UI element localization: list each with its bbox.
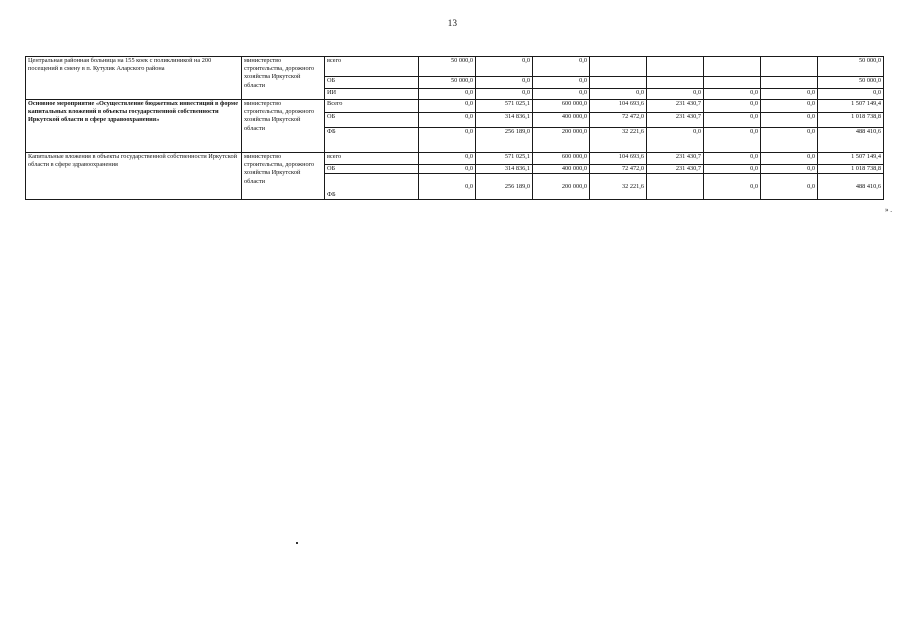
cell-value: 0,0 [419,174,476,200]
cell-value: 314 836,1 [476,165,533,174]
cell-value [590,77,647,89]
cell-value: 50 000,0 [419,77,476,89]
table-row [26,100,884,113]
cell-value: 256 189,0 [476,128,533,153]
source-label: ИИ [325,89,419,100]
cell-value: 0,0 [476,57,533,77]
cell-value: 50 000,0 [818,77,884,89]
cell-value [761,57,818,77]
cell-value: 50 000,0 [419,57,476,77]
cell-value: 0,0 [533,57,590,77]
cell-value: 0,0 [761,113,818,128]
row-description: Центральная районная больница на 155 коек с поликлиникой на 200 посещений в смену в п. Кутулик Аларского района [26,57,242,100]
row-agency: министерство строительства, дорожного хозяйства Иркутской области [242,100,325,153]
cell-value: 0,0 [647,128,704,153]
cell-value: 104 693,6 [590,100,647,113]
cell-value: 0,0 [476,89,533,100]
source-label: Всего [325,100,419,113]
cell-value: 0,0 [704,100,761,113]
cell-value: 0,0 [590,89,647,100]
cell-value: 571 025,1 [476,100,533,113]
budget-table [25,56,884,200]
cell-value: 0,0 [761,174,818,200]
source-label: ФБ [325,174,419,200]
cell-value: 256 189,0 [476,174,533,200]
cell-value [761,77,818,89]
table-row [26,153,884,165]
cell-value: 0,0 [761,89,818,100]
cell-value [647,77,704,89]
source-label: ОБ [325,165,419,174]
cell-value: 0,0 [533,77,590,89]
cell-value: 0,0 [704,113,761,128]
scan-speck [296,542,298,544]
cell-value: 0,0 [476,77,533,89]
cell-value: 0,0 [704,174,761,200]
cell-value: 0,0 [419,153,476,165]
cell-value: 0,0 [704,89,761,100]
source-label: ФБ [325,128,419,153]
cell-value: 32 221,6 [590,128,647,153]
cell-value: 314 836,1 [476,113,533,128]
cell-value: 400 000,0 [533,165,590,174]
cell-value: 1 507 149,4 [818,153,884,165]
cell-value: 0,0 [419,128,476,153]
cell-value: 0,0 [419,89,476,100]
row-agency: министерство строительства, дорожного хозяйства Иркутской области [242,153,325,200]
cell-value: 104 693,6 [590,153,647,165]
cell-value [590,57,647,77]
row-agency: министерство строительства, дорожного хозяйства Иркутской области [242,57,325,100]
cell-value [704,77,761,89]
cell-value: 0,0 [761,153,818,165]
cell-value: 32 221,6 [590,174,647,200]
cell-value [704,57,761,77]
page-number: 13 [447,18,458,28]
cell-value: 488 410,6 [818,174,884,200]
cell-value [647,57,704,77]
source-label: всего [325,57,419,77]
row-description: Основное мероприятие «Осуществление бюджетных инвестиций в форме капитальных вложений в объекты государственной собственности Иркутской области в сфере здравоохранения» [26,100,242,153]
cell-value: 488 410,6 [818,128,884,153]
closing-quote-mark: » . [885,206,892,214]
row-description: Капитальные вложения в объекты государственной собственности Иркутской области в сфере здравоохранения [26,153,242,200]
source-label: всего [325,153,419,165]
cell-value: 600 000,0 [533,100,590,113]
cell-value: 0,0 [704,153,761,165]
cell-value: 1 018 738,8 [818,113,884,128]
cell-value: 571 025,1 [476,153,533,165]
source-label: ОБ [325,113,419,128]
cell-value: 0,0 [419,165,476,174]
cell-value: 0,0 [761,165,818,174]
cell-value: 0,0 [761,128,818,153]
cell-value: 0,0 [533,89,590,100]
cell-value: 231 430,7 [647,153,704,165]
cell-value: 72 472,0 [590,165,647,174]
cell-value: 1 507 149,4 [818,100,884,113]
cell-value: 0,0 [761,100,818,113]
cell-value: 1 018 738,8 [818,165,884,174]
cell-value: 0,0 [818,89,884,100]
cell-value: 200 000,0 [533,128,590,153]
table-row [26,57,884,77]
cell-value: 0,0 [647,89,704,100]
cell-value: 231 430,7 [647,113,704,128]
cell-value: 0,0 [704,128,761,153]
cell-value [647,174,704,200]
cell-value: 0,0 [419,113,476,128]
cell-value: 0,0 [704,165,761,174]
cell-value: 50 000,0 [818,57,884,77]
cell-value: 600 000,0 [533,153,590,165]
source-label: ОБ [325,77,419,89]
cell-value: 231 430,7 [647,100,704,113]
cell-value: 72 472,0 [590,113,647,128]
cell-value: 400 000,0 [533,113,590,128]
cell-value: 231 430,7 [647,165,704,174]
cell-value: 0,0 [419,100,476,113]
cell-value: 200 000,0 [533,174,590,200]
